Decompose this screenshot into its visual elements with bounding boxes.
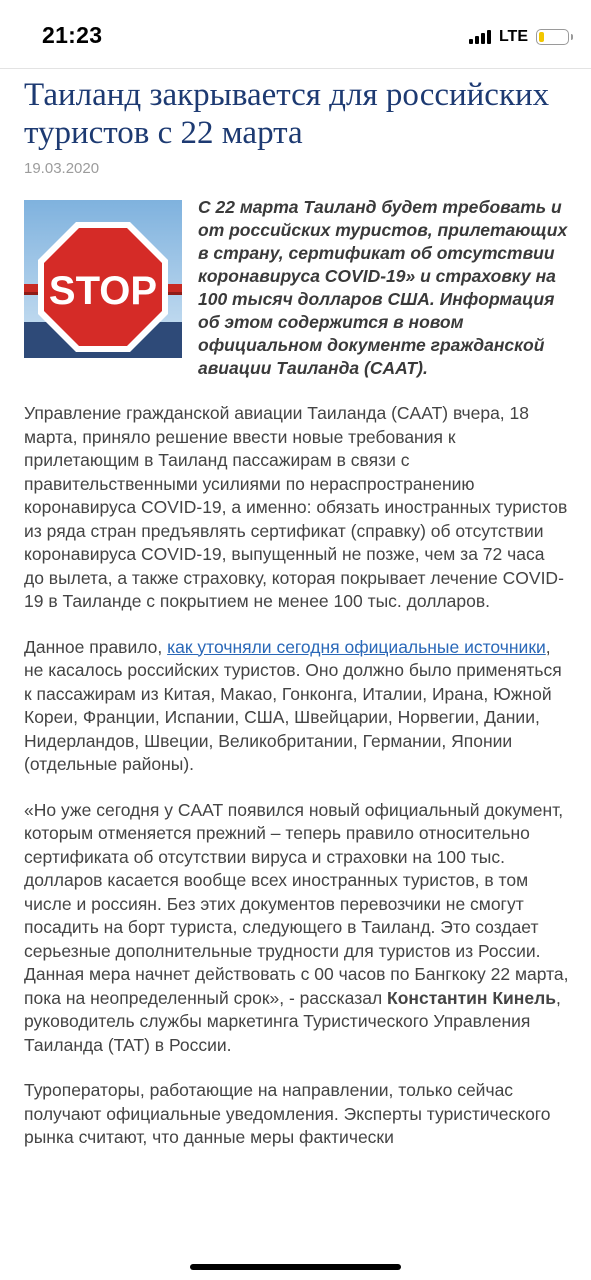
quoted-person-role: , руководитель службы маркетинга Туристического Управления Таиланда (TAT) в России. [24, 987, 561, 1055]
status-icons [469, 27, 569, 47]
article-lead-text: С 22 марта Таиланд будет требовать и от российских туристов, прилетающих в страну, сертификат об отсутствии коронавируса COVID-19» и страховку на 100 тысяч долларов США. Информация об этом содержится в новом официальном документе гражданской авиации Таиланда (CAAT). [198, 197, 568, 378]
status-time: 21:23 [42, 22, 103, 48]
sources-link[interactable]: как уточняли сегодня официальные источники [167, 636, 546, 657]
battery-icon [536, 29, 569, 45]
quoted-person-name: Константин Кинель [387, 987, 556, 1008]
stop-sign-text: STOP [48, 269, 158, 313]
network-type-label: LTE [498, 28, 528, 45]
article-paragraph-4: Туроператоры, работающие на направлении, только сейчас получают официальные уведомления. Эксперты туристического рынка считают, что данные меры фактически [24, 1080, 551, 1147]
home-indicator[interactable] [190, 1264, 401, 1270]
battery-level-fill [539, 32, 544, 42]
stop-sign-image[interactable] [24, 200, 182, 358]
status-bar [0, 0, 591, 70]
article-paragraph-3 [24, 799, 569, 1058]
quote-text: «Но уже сегодня у CAAT появился новый официальный документ, которым отменяется прежний – теперь правило относительно сертификата об отсутствии вируса и страховки на 100 тыс. долларов касается вообще всех иностранных туристов, в том числе и россиян. Без этих документов перевозчики не смогут посадить на борт туриста, следующего в Таиланд. Это создает серьезные дополнительные трудности для туристов из России. Данная мера начнет действовать с 00 часов по Бангкоку 22 марта, пока на неопределенный срок», - рассказал [24, 799, 569, 1008]
article [24, 76, 569, 1150]
publication-date: 19.03.2020 [24, 160, 100, 177]
cellular-signal-icon [469, 30, 491, 44]
paragraph-2-end: , не касалось российских туристов. Оно должно было применяться к пассажирам из Китая, Макао, Гонконга, Италии, Ирана, Южной Кореи, Франции, Испании, США, Швейцарии, Норвегии, Дании, Нидерландов, Швеции, Великобритании, Германии, Японии (отдельные районы). [24, 636, 562, 774]
article-paragraph-1: Управление гражданской авиации Таиланда (CAAT) вчера, 18 марта, приняло решение ввести новые требования к прилетающим в Таиланд пассажирам в связи с правительственными усилиями по нераспространению коронавируса COVID-19, а именно: обязать иностранных туристов из ряда стран предъявлять сертификат (справку) об отсутствии коронавируса COVID-19, выпущенный не позже, чем за 72 часа до вылета, а также страховку, которая покрывает лечение COVID-19 в Таиланде с покрытием не менее 100 тыс. долларов. [24, 403, 568, 611]
article-headline: Таиланд закрывается для российских туристов с 22 марта [24, 77, 550, 151]
article-lead [24, 196, 569, 380]
top-divider [0, 68, 591, 69]
paragraph-2-start: Данное правило, [24, 636, 168, 657]
article-paragraph-2 [24, 636, 569, 777]
